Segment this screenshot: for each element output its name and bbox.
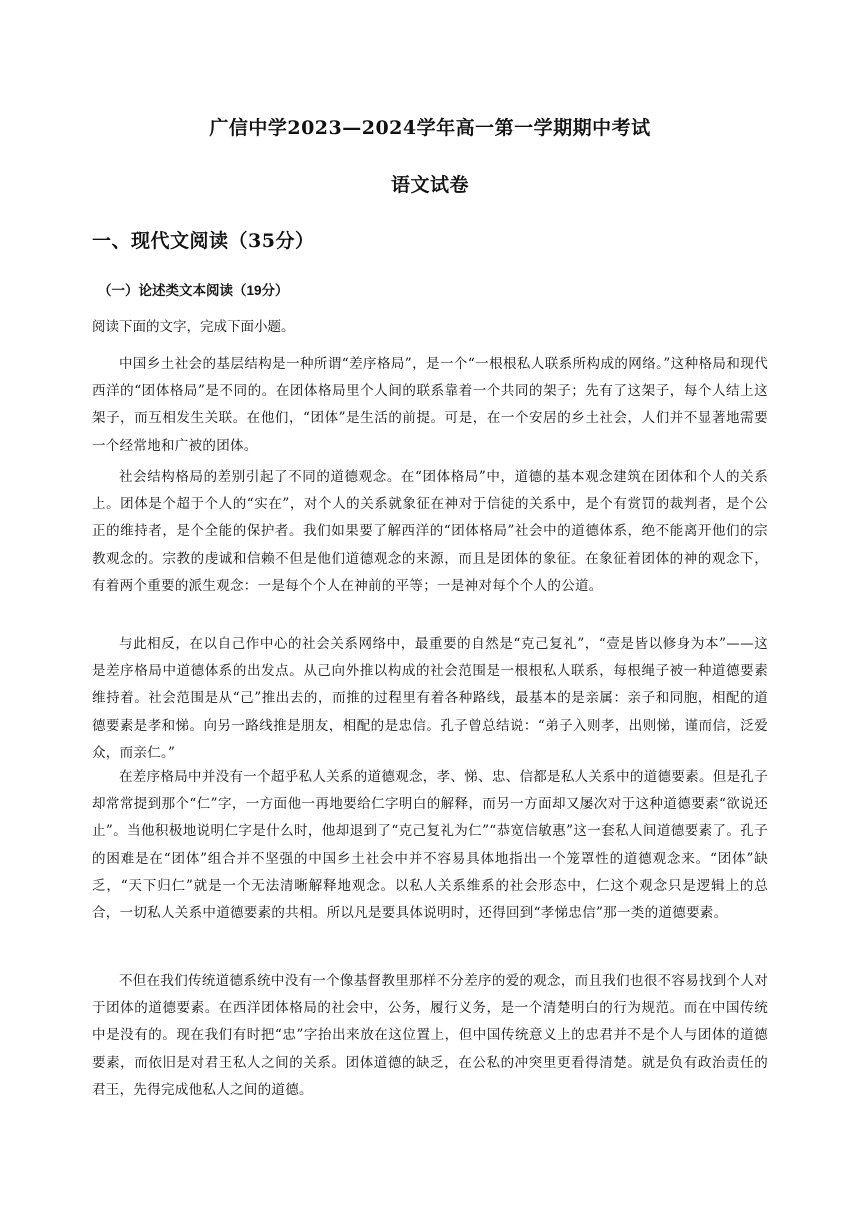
exam-title: 广信中学2023—2024学年高一第一学期期中考试: [209, 117, 651, 139]
subsection-heading: （一）论述类文本阅读（19分）: [98, 283, 289, 298]
section-heading: 一、现代文阅读（35分）: [92, 230, 315, 252]
paragraph-1: 中国乡土社会的基层结构是一种所谓“差序格局”，是一个“一根根私人联系所构成的网络。”这种格局和现代西洋的“团体格局”是不同的。在团体格局里个人间的联系靠着一个共同的架子；先有了这架子，每个人结上这架子，而互相发生关联。在他们，“团体”是生活的前提。可是，在一个安居的乡土社会，人们并不显著地需要一个经常地和广被的团体。: [92, 356, 768, 454]
paragraph-3: 与此相反，在以自己作中心的社会关系网络中，最重要的自然是“克己复礼”，“壹是皆以修身为本”——这是差序格局中道德体系的出发点。从己向外推以构成的社会范围是一根根私人联系，每根绳子被一种道德要素维持着。社会范围是从“己”推出去的，而推的过程里有着各种路线，最基本的是亲属：亲子和同胞，相配的道德要素是孝和悌。向另一路线推是朋友，相配的是忠信。孔子曾总结说：“弟子入则孝，出则悌，谨而信，泛爱众，而亲仁。”: [92, 636, 768, 761]
paragraph-2: 社会结构格局的差别引起了不同的道德观念。在“团体格局”中，道德的基本观念建筑在团体和个人的关系上。团体是个超于个人的“实在”，对个人的关系就象征在神对于信徒的关系中，是个有赏罚的裁判者，是个公正的维持者，是个全能的保护者。我们如果要了解西洋的“团体格局”社会中的道德体系，绝不能离开他们的宗教观念的。宗教的虔诚和信赖不但是他们道德观念的来源，而且是团体的象征。在象征着团体的神的观念下，有着两个重要的派生观念：一是每个个人在神前的平等；一是神对每个个人的公道。: [92, 469, 768, 594]
exam-subtitle: 语文试卷: [390, 174, 469, 196]
paragraph-5: 不但在我们传统道德系统中没有一个像基督教里那样不分差序的爱的观念，而且我们也很不容易找到个人对于团体的道德要素。在西洋团体格局的社会中，公务，履行义务，是一个清楚明白的行为规范。而在中国传统中是没有的。现在我们有时把“忠”字抬出来放在这位置上，但中国传统意义上的忠君并不是个人与团体的道德要素，而依旧是对君王私人之间的关系。团体道德的缺乏，在公私的冲突里更看得清楚。就是负有政治责任的君王，先得完成他私人之间的道德。: [92, 973, 768, 1098]
reading-instruction: 阅读下面的文字，完成下面小题。: [92, 319, 295, 335]
paragraph-4: 在差序格局中并没有一个超乎私人关系的道德观念，孝、悌、忠、信都是私人关系中的道德要素。但是孔子却常常提到那个“仁”字，一方面他一再地要给仁字明白的解释，而另一方面却又屡次对于这种道德要素“欲说还止”。当他积极地说明仁字是什么时，他却退到了“克己复礼为仁”“恭宽信敏惠”这一套私人间道德要素了。孔子的困难是在“团体”组合并不坚强的中国乡土社会中并不容易具体地指出一个笼罩性的道德观念来。“团体”缺乏，“天下归仁”就是一个无法清晰解释地观念。以私人关系维系的社会形态中，仁这个观念只是逻辑上的总合，一切私人关系中道德要素的共相。所以凡是要具体说明时，还得回到“孝悌忠信”那一类的道德要素。: [92, 769, 768, 922]
